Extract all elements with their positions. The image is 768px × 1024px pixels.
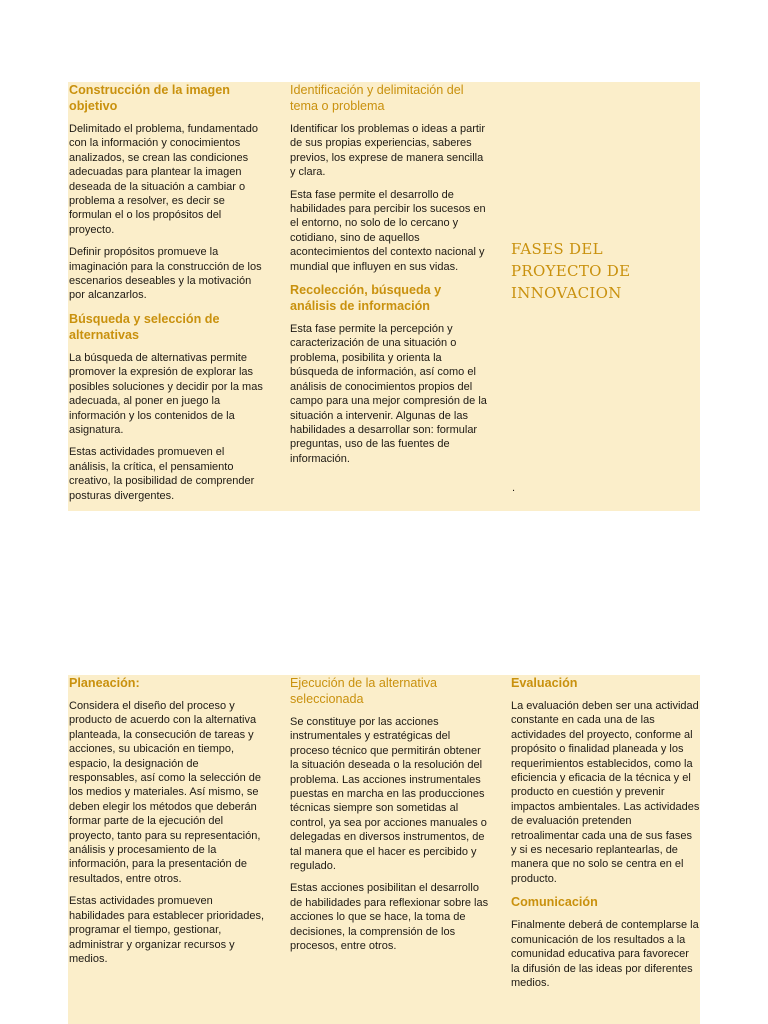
top-panel <box>68 82 700 511</box>
section-heading-ejecucion: Ejecución de la alternativa seleccionada <box>290 676 438 706</box>
section-heading-busqueda-alternativas: Búsqueda y selección de alternativas <box>69 311 220 342</box>
column-left <box>69 675 267 974</box>
paragraph: Estas acciones posibilitan el desarrollo de habilidades para reflexionar sobre las acciones lo que se hace, la toma de decisiones, la comprensión de los procesos, entre otros. <box>290 882 489 953</box>
section-heading-comunicacion: Comunicación <box>511 895 598 910</box>
paragraph: Esta fase permite el desarrollo de habilidades para percibir los sucesos en el entorno, no solo de lo cercano y cotidiano, sino de aquellos acontecimientos del contexto nacional y mundial que influyen en sus vidas. <box>290 188 486 273</box>
section-heading-evaluacion: Evaluación <box>511 676 578 690</box>
section-heading-planeacion: Planeación: <box>69 676 140 690</box>
stray-dot: . <box>512 482 516 494</box>
paragraph: La búsqueda de alternativas permite promover la expresión de explorar las posibles soluciones y decidir por la mas adecuada, al poner en juego la información y los contenidos de la asignatura. <box>69 351 263 436</box>
section-heading-imagen-objetivo: Construcción de la imagen objetivo <box>69 83 230 113</box>
paragraph: Esta fase permite la percepción y caracterización de una situación o problema, posibilita y orienta la búsqueda de información, así como el análisis de conocimientos propios del campo para una mejor compresión de la situación a intervenir. Algunas de las habilidades a desarrollar son: formular preguntas, uso de las fuentes de información. <box>290 323 487 465</box>
paragraph: Delimitado el problema, fundamentado con la información y conocimientos analizados, se crean las condiciones adecuadas para plantear la imagen deseada de la situación a cambiar o problema a resolver, es decir se formulan el o los propósitos del proyecto. <box>69 123 258 236</box>
paragraph: Definir propósitos promueve la imaginación para la construcción de los escenarios deseables y la motivación por alcanzarlos. <box>69 246 262 302</box>
column-right <box>511 675 700 998</box>
section-heading-recoleccion: Recolección, búsqueda y análisis de información <box>290 283 442 314</box>
column-left <box>69 82 267 511</box>
paragraph: Estas actividades promueven habilidades para establecer prioridades, programar el tiempo, gestionar, administrar y organizar recursos y medios. <box>69 895 265 965</box>
document-title: FASES DEL PROYECTO DE INNOVACION <box>511 240 631 302</box>
column-middle <box>290 82 490 474</box>
section-heading-identificacion: Identificación y delimitación del tema o problema <box>290 83 464 113</box>
bottom-panel <box>68 675 700 1024</box>
paragraph: Estas actividades promueven el análisis, la crítica, el pensamiento creativo, la posibilidad de comprender posturas divergentes. <box>69 446 255 502</box>
column-middle <box>290 675 490 962</box>
paragraph: Identificar los problemas o ideas a partir de sus propias experiencias, saberes previos, los exprese de manera sencilla y clara. <box>290 123 486 179</box>
paragraph: Considera el diseño del proceso y producto de acuerdo con la alternativa planteada, la consecución de tareas y acciones, su ubicación en tiempo, espacio, la designación de responsables, así como la selección de los medios y materiales. Así mismo, se deben elegir los métodos que deberán formar parte de la ejecución del proyecto, tanto para su representación, análisis y procesamiento de la información, para la presentación de resultados, entre otros. <box>69 700 261 885</box>
paragraph: Finalmente deberá de contemplarse la comunicación de los resultados a la comunidad educativa para favorecer la difusión de las ideas por diferentes medios. <box>511 919 699 989</box>
paragraph: La evaluación deben ser una actividad constante en cada una de las actividades del proyecto, conforme al propósito o finalidad planeada y los requerimientos establecidos, como la eficiencia y eficacia de la técnica y el producto en cuestión y prevenir impactos ambientales. Las actividades de evaluación pretenden retroalimentar cada una de sus fases y si es necesario replantearlas, de manera que no solo se centra en el producto. <box>511 700 700 885</box>
paragraph: Se constituye por las acciones instrumentales y estratégicas del proceso técnico que permitirán obtener la situación deseada o la resolución del problema. Las acciones instrumentales puestas en marcha en las producciones técnicas siempre son sometidas al control, ya sea por acciones manuales o delegadas en diversos instrumentos, de tal manera que el hacer es percibido y regulado. <box>290 716 487 873</box>
